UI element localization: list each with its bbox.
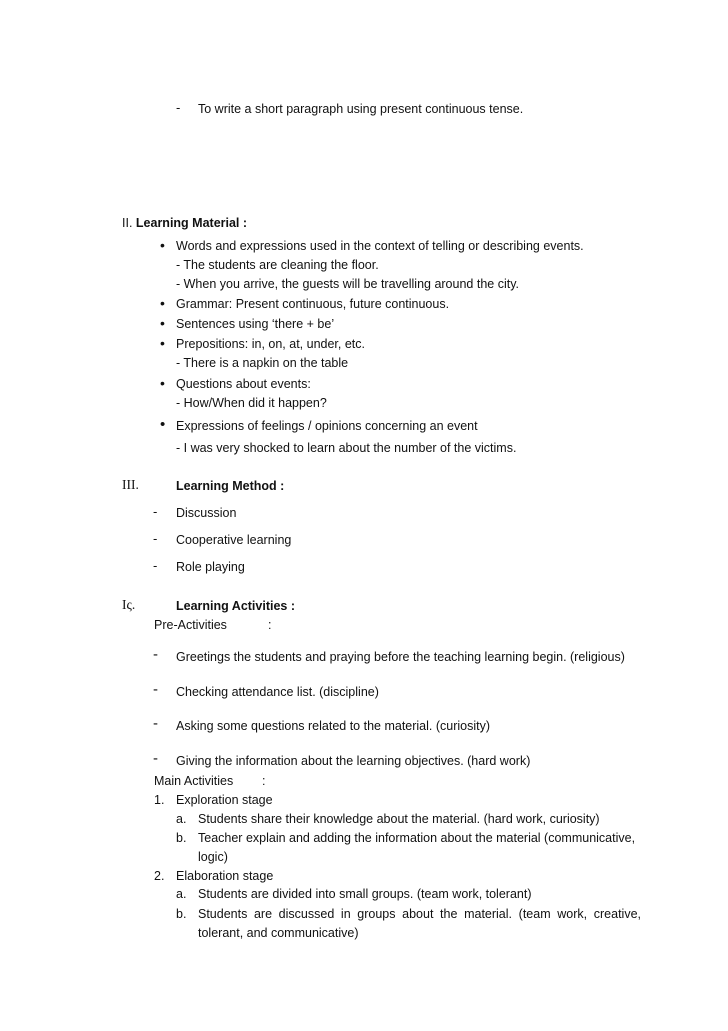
stage-1-title: Exploration stage: [176, 793, 273, 807]
pre-activity-greetings: Greetings the students and praying before the teaching learning begin. (religious): [176, 650, 625, 664]
section-3-title: Learning Method :: [176, 479, 285, 493]
section-2-title: Learning Material :: [135, 216, 248, 230]
method-cooperative: Cooperative learning: [176, 533, 292, 547]
bullet-icon: •: [160, 237, 165, 253]
material-grammar: Grammar: Present continuous, future continuous.: [176, 297, 450, 311]
method-role-playing: Role playing: [176, 560, 245, 574]
method-dash: -: [153, 504, 158, 519]
main-activities-label: Main Activities: [154, 774, 234, 788]
pre-activity-questions: Asking some questions related to the material. (curiosity): [176, 719, 491, 733]
material-questions: Questions about events:: [176, 377, 311, 391]
bullet-icon: •: [160, 315, 165, 331]
pre-activity-objectives: Giving the information about the learning objectives. (hard work): [176, 754, 531, 768]
section-3-numeral: III.: [122, 477, 139, 492]
section-4-title: Learning Activities :: [176, 599, 296, 613]
bullet-icon: •: [160, 375, 165, 391]
method-dash: -: [153, 531, 158, 546]
material-feelings: Expressions of feelings / opinions concerning an event: [176, 419, 478, 433]
material-words-example-2: - When you arrive, the guests will be travelling around the city.: [176, 277, 519, 291]
material-words-example-1: - The students are cleaning the floor.: [176, 258, 379, 272]
material-prepositions-example: - There is a napkin on the table: [176, 356, 349, 370]
stage-2-b-text-line-2: tolerant, and communicative): [198, 926, 359, 940]
material-prepositions: Prepositions: in, on, at, under, etc.: [176, 337, 366, 351]
stage-2-b-letter: b.: [176, 907, 187, 921]
stage-2-title: Elaboration stage: [176, 869, 274, 883]
objective-text: To write a short paragraph using present continuous tense.: [198, 102, 524, 116]
section-2-heading: [122, 215, 247, 231]
stage-1-a-text: Students share their knowledge about the material. (hard work, curiosity): [198, 812, 600, 826]
stage-2-b-text-line-1: Students are discussed in groups about the material. (team work, creative,: [198, 907, 641, 921]
section-2-numeral: II.: [122, 216, 133, 230]
stage-2-a-letter: a.: [176, 887, 187, 901]
bullet-icon: •: [160, 335, 165, 351]
stage-1-b-text-line-1: Teacher explain and adding the information about the material (communicative,: [198, 831, 636, 845]
objective-dash: -: [176, 100, 181, 115]
section-4-numeral: Iς.: [122, 597, 136, 612]
stage-2-a-text: Students are divided into small groups. (team work, tolerant): [198, 887, 532, 901]
pre-activity-attendance: Checking attendance list. (discipline): [176, 685, 379, 699]
method-discussion: Discussion: [176, 506, 237, 520]
stage-1-b-letter: b.: [176, 831, 187, 845]
pre-activity-dash: -: [153, 750, 158, 767]
material-feelings-example: - I was very shocked to learn about the number of the victims.: [176, 441, 517, 455]
pre-activity-dash: -: [153, 646, 158, 663]
pre-activities-colon: :: [268, 618, 272, 632]
pre-activity-dash: -: [153, 715, 158, 732]
stage-1-b-text-line-2: logic): [198, 850, 228, 864]
pre-activities-label: Pre-Activities: [154, 618, 227, 632]
material-words: Words and expressions used in the context of telling or describing events.: [176, 239, 584, 253]
main-activities-colon: :: [262, 774, 266, 788]
stage-2-number: 2.: [154, 869, 165, 883]
material-sentences: Sentences using ‘there + be’: [176, 317, 335, 331]
pre-activity-dash: -: [153, 681, 158, 698]
bullet-icon: •: [160, 295, 165, 311]
stage-1-number: 1.: [154, 793, 165, 807]
stage-1-a-letter: a.: [176, 812, 187, 826]
method-dash: -: [153, 558, 158, 573]
bullet-icon: •: [160, 416, 166, 433]
material-questions-example: - How/When did it happen?: [176, 396, 327, 410]
